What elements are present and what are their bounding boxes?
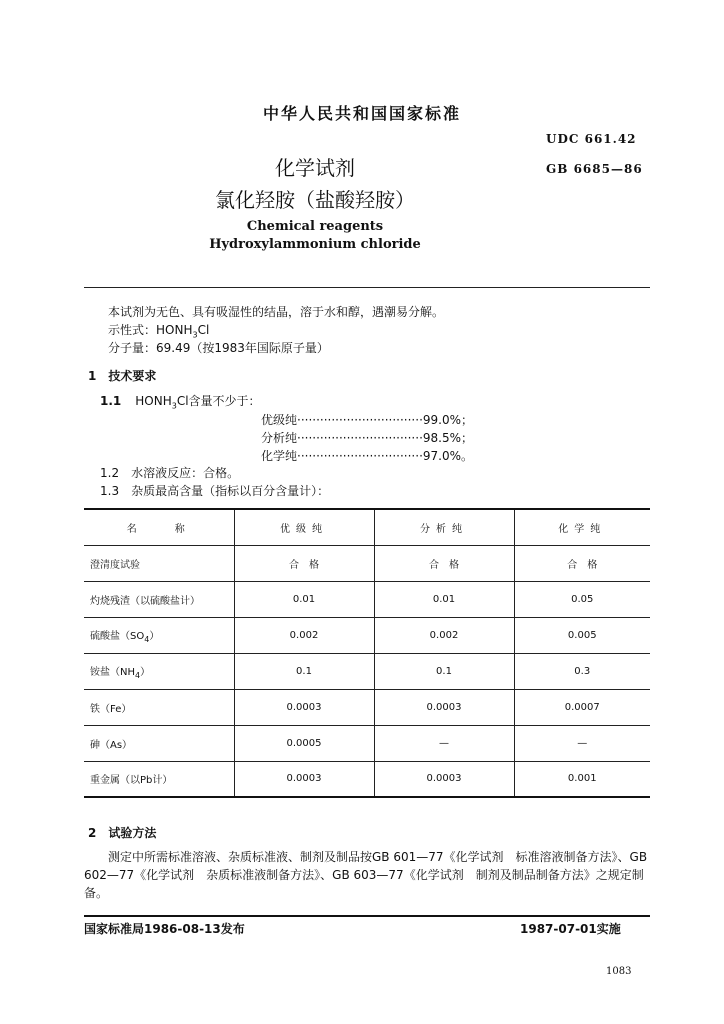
value-guaranteed: 0.002 [234, 617, 374, 653]
grade-chemically-pure: 化学纯·································97.0%。 [261, 449, 473, 463]
column-header-chemically-pure: 化学纯 [514, 509, 650, 545]
value-guaranteed: 0.1 [234, 653, 374, 689]
title-chinese-line1: 化学试剂 [275, 156, 355, 180]
row-name-suffix: ） [140, 666, 151, 678]
title-english-line2: Hydroxylammonium chloride [209, 237, 421, 252]
clause-1-3: 1.3 杂质最高含量（指标以百分含量计）： [100, 484, 330, 498]
grade-guaranteed-reagent: 优级纯·································99.0%； [261, 413, 473, 427]
value-chemically-pure: 0.0007 [514, 689, 650, 725]
row-name-suffix: ） [149, 630, 160, 642]
column-header-name: 名 称 [84, 509, 234, 545]
row-name [84, 689, 234, 725]
grade-analytical-reagent: 分析纯·································98.5%； [261, 431, 473, 445]
value-chemically-pure: 0.3 [514, 653, 650, 689]
table-header-row [84, 509, 650, 545]
description: 本试剂为无色、具有吸湿性的结晶，溶于水和醇，遇潮易分解。 [108, 305, 445, 319]
gb-number: GB 6685—86 [546, 162, 643, 176]
clause-1-1 [100, 392, 261, 410]
row-name-text: 硫酸盐（SO [90, 630, 145, 642]
row-name-subscript: 4 [144, 634, 150, 644]
clause-1-1-number: 1.1 [100, 394, 122, 408]
row-name [84, 653, 234, 689]
table-row [84, 581, 650, 617]
impurity-table [84, 508, 650, 798]
formula-line [108, 321, 209, 339]
row-name [84, 617, 234, 653]
formula-prefix: 示性式：HONH [108, 323, 193, 337]
formula-suffix: Cl [197, 323, 210, 337]
row-name-text: 重金属（以Pb计） [90, 775, 173, 787]
value-guaranteed: 合 格 [234, 545, 374, 581]
section-1-heading: 1 技术要求 [88, 369, 157, 383]
table-row [84, 761, 650, 797]
value-analytical: 合 格 [374, 545, 514, 581]
value-analytical: — [374, 725, 514, 761]
value-analytical: 0.1 [374, 653, 514, 689]
title-english-line1: Chemical reagents [246, 219, 384, 234]
row-name-text: 灼烧残渣（以硫酸盐计） [90, 595, 200, 607]
row-name-subscript: 4 [135, 670, 141, 680]
clause-1-1-formula: HONH [135, 394, 172, 408]
test-method-paragraph: 测定中所需标准溶液、杂质标准液、制剂及制品按GB 601—77《化学试剂 标准溶液制备方法》、GB 602—77《化学试剂 杂质标准液制备方法》、GB 603—77《化学试剂 制剂及制品制备方法》之规定制备。 [84, 850, 648, 900]
row-name [84, 725, 234, 761]
table-row [84, 653, 650, 689]
udc-code: UDC 661.42 [546, 132, 637, 146]
row-name [84, 545, 234, 581]
value-guaranteed: 0.01 [234, 581, 374, 617]
title-chinese-line2: 氯化羟胺（盐酸羟胺） [215, 188, 415, 212]
page-number: 1083 [606, 966, 632, 977]
value-analytical: 0.01 [374, 581, 514, 617]
row-name-text: 砷（As） [90, 739, 133, 751]
clause-1-1-subscript: 3 [171, 401, 177, 411]
implementation-date: 1987-07-01实施 [520, 922, 621, 936]
clause-1-2: 1.2 水溶液反应：合格。 [100, 466, 240, 480]
national-standard-heading: 中华人民共和国国家标准 [262, 104, 461, 123]
table-row [84, 689, 650, 725]
value-analytical: 0.0003 [374, 761, 514, 797]
value-analytical: 0.0003 [374, 689, 514, 725]
value-chemically-pure: 0.05 [514, 581, 650, 617]
row-name-text: 铵盐（NH [90, 666, 135, 678]
value-guaranteed: 0.0005 [234, 725, 374, 761]
header-rule [84, 287, 650, 288]
column-header-guaranteed: 优级纯 [234, 509, 374, 545]
row-name [84, 581, 234, 617]
footer-rule [84, 915, 650, 917]
row-name-text: 澄清度试验 [90, 559, 140, 571]
formula-subscript: 3 [192, 330, 198, 340]
value-chemically-pure: 0.001 [514, 761, 650, 797]
column-header-analytical: 分析纯 [374, 509, 514, 545]
table-row [84, 617, 650, 653]
row-name-text: 铁（Fe） [90, 703, 132, 715]
row-name [84, 761, 234, 797]
value-chemically-pure: 合 格 [514, 545, 650, 581]
clause-1-1-text: Cl含量不少于： [176, 394, 261, 408]
molecular-weight: 分子量：69.49（按1983年国际原子量） [108, 341, 329, 355]
value-analytical: 0.002 [374, 617, 514, 653]
value-guaranteed: 0.0003 [234, 689, 374, 725]
table-row [84, 725, 650, 761]
value-guaranteed: 0.0003 [234, 761, 374, 797]
issue-date: 国家标准局1986-08-13发布 [84, 922, 245, 936]
table-row [84, 545, 650, 581]
section-2-heading: 2 试验方法 [88, 826, 157, 840]
value-chemically-pure: 0.005 [514, 617, 650, 653]
value-chemically-pure: — [514, 725, 650, 761]
